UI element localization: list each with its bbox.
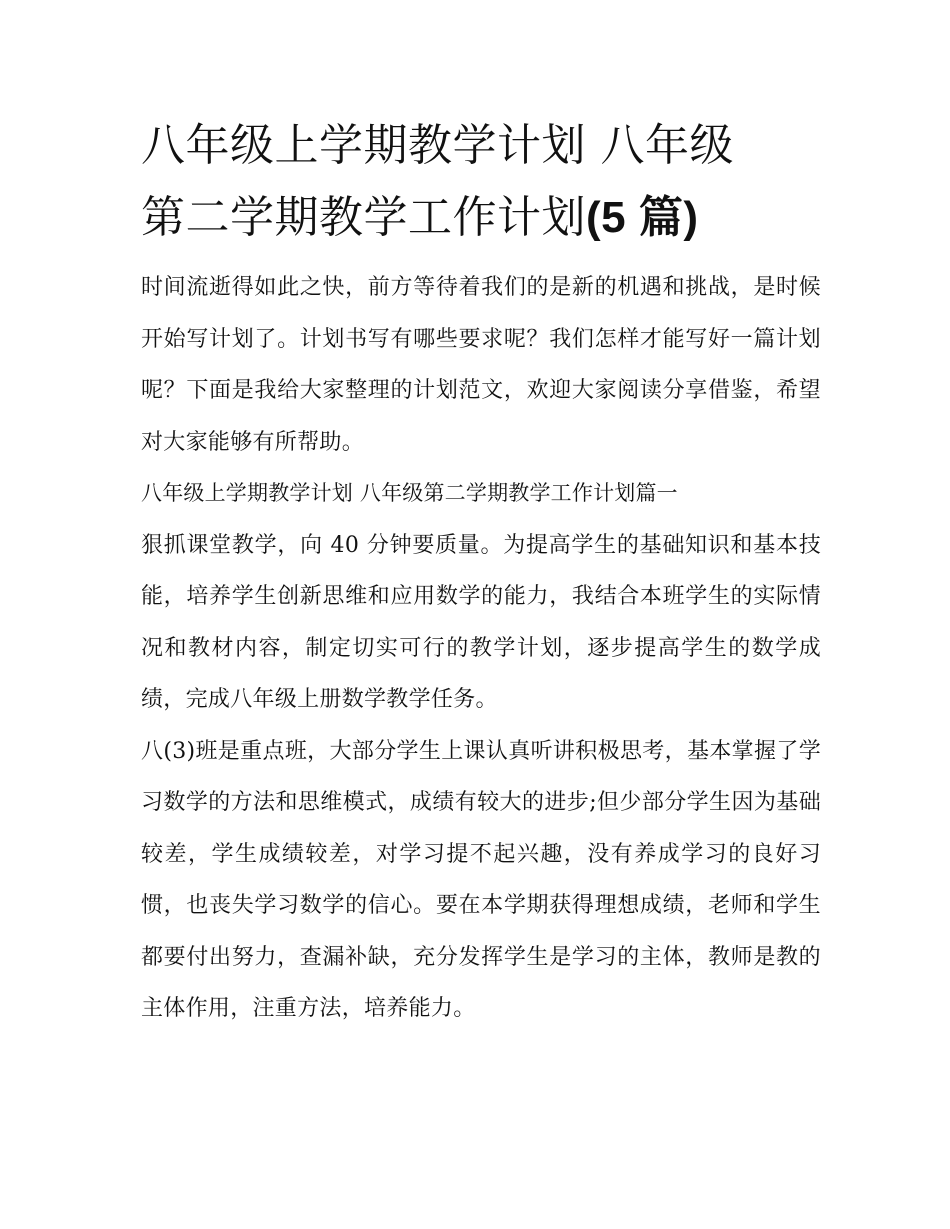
title-line-1: 八年级上学期教学计划 八年级 <box>141 120 734 171</box>
title-count: (5 篇) <box>586 193 699 242</box>
document-page <box>141 110 821 1035</box>
title-line-2: 第二学期教学工作计划 <box>141 192 586 243</box>
section-heading: 八年级上学期教学计划 八年级第二学期教学工作计划篇一 <box>141 481 678 505</box>
body-paragraph-2: 八(3)班是重点班，大部分学生上课认真听讲积极思考，基本掌握了学习数学的方法和思维模式，成绩有较大的进步;但少部分学生因为基础较差，学生成绩较差，对学习提不起兴趣，没有养成学习的良好习惯，也丧失学习数学的信心。要在本学期获得理想成绩，老师和学生都要付出努力，查漏补缺，充分发挥学生是学习的主体，教师是教的主体作用，注重方法，培养能力。 <box>141 738 821 1021</box>
document-title <box>141 110 821 254</box>
body-paragraph-1: 狠抓课堂教学，向 40 分钟要质量。为提高学生的基础知识和基本技能，培养学生创新思维和应用数学的能力，我结合本班学生的实际情况和教材内容，制定切实可行的教学计划，逐步提高学生的数学成绩，完成八年级上册数学教学任务。 <box>141 532 821 712</box>
intro-paragraph: 时间流逝得如此之快，前方等待着我们的是新的机遇和挑战，是时候开始写计划了。计划书写有哪些要求呢？我们怎样才能写好一篇计划呢？下面是我给大家整理的计划范文，欢迎大家阅读分享借鉴，希望对大家能够有所帮助。 <box>141 275 821 455</box>
